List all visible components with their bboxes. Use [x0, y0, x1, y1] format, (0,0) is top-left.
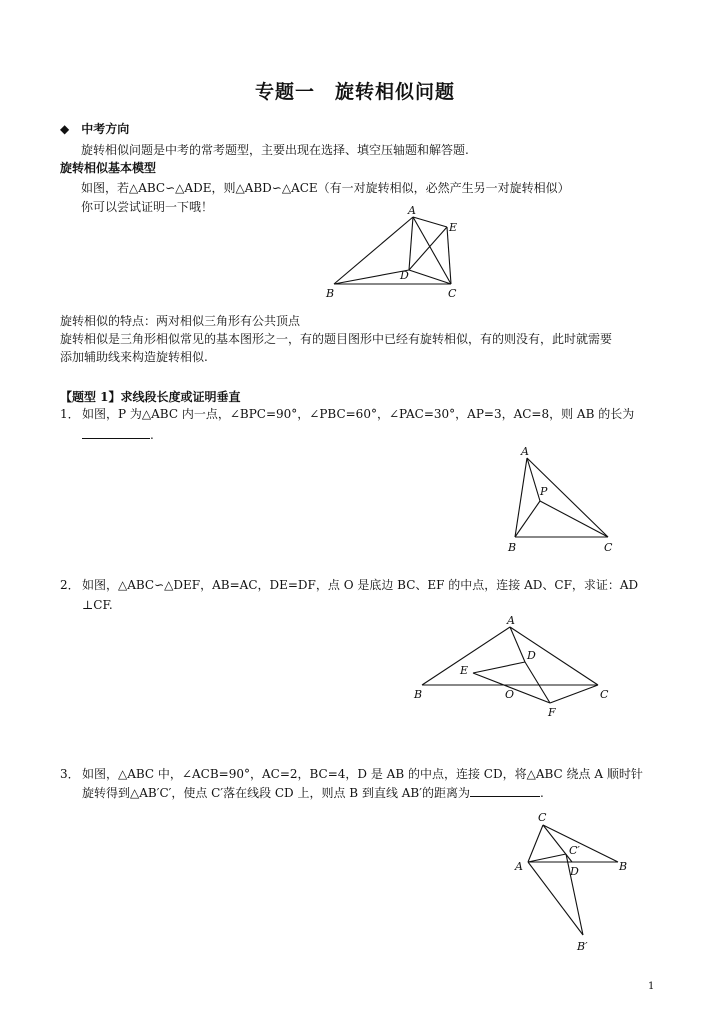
label-a: A [408, 204, 416, 217]
problem-3-line-1: 如图，△ABC 中，∠ACB=90°，AC=2，BC=4，D 是 AB 的中点，连接 CD，将△ABC 绕点 A 顺时针 [82, 767, 643, 781]
label-d: D [570, 865, 579, 878]
problem-2-line-2: ⊥CF. [82, 598, 113, 612]
problem-3-figure [508, 806, 628, 956]
problem-3-number: 3． [60, 767, 80, 781]
label-d: D [527, 649, 536, 662]
segment-ab [515, 458, 527, 537]
model-text-line-2: 你可以尝试证明一下哦！ [81, 200, 214, 214]
label-c: C [448, 287, 457, 300]
label-b: B [508, 541, 517, 554]
label-e: E [449, 221, 458, 234]
section-heading: ◆ 中考方向 [60, 122, 130, 136]
label-c: C [604, 541, 613, 554]
model-text-line-1: 如图，若△ABC∽△ADE，则△ABD∽△ACE（有一对旋转相似，必然产生另一对旋转相似） [81, 181, 570, 195]
model-figure [322, 204, 464, 302]
problem-3-line-2-text: 旋转得到△AB′C′，使点 C′落在线段 CD 上，则点 B 到直线 AB′的距离为 [82, 786, 470, 800]
type-heading: 【题型 1】求线段长度或证明垂直 [60, 390, 241, 404]
features-text-line-1: 旋转相似的特点：两对相似三角形有公共顶点 [60, 314, 301, 328]
period: . [150, 428, 154, 442]
features-text-line-2: 旋转相似是三角形相似常见的基本图形之一，有的题目图形中已经有旋转相似，有的则没有，此时就需要 [60, 332, 613, 346]
features-text-line-3: 添加辅助线来构造旋转相似. [60, 350, 208, 364]
segment-ac-prime [528, 854, 566, 862]
segment-ad [409, 217, 413, 270]
answer-blank[interactable] [82, 427, 150, 439]
label-a: A [521, 445, 529, 458]
segment-cd [543, 825, 572, 862]
answer-blank[interactable] [470, 785, 540, 797]
label-b: B [326, 287, 335, 300]
label-o: O [505, 688, 515, 701]
label-a: A [515, 860, 523, 873]
page-number: 1 [648, 981, 655, 992]
problem-1-figure [500, 444, 624, 556]
problem-2-number: 2． [60, 578, 80, 592]
label-b-prime: B′ [577, 940, 588, 953]
label-b: B [414, 688, 423, 701]
segment-ec [447, 227, 451, 284]
intro-text: 旋转相似问题是中考的常考题型，主要出现在选择、填空压轴题和解答题. [81, 143, 469, 157]
problem-1-number: 1． [60, 407, 80, 421]
segment-de [473, 662, 525, 673]
segment-bp [515, 501, 540, 537]
segment-de [409, 227, 447, 270]
problem-1-line-1: 如图，P 为△ABC 内一点，∠BPC=90°，∠PBC=60°，∠PAC=30°，AP=3，AC=8，则 AB 的长为 [82, 407, 635, 421]
problem-2-figure [410, 614, 624, 718]
segment-cp [540, 501, 608, 537]
segment-cf [550, 685, 598, 703]
segment-df [525, 662, 550, 703]
label-p: P [540, 485, 548, 498]
segment-ac [510, 627, 598, 685]
label-c: C [538, 811, 547, 824]
segment-bd [334, 270, 409, 284]
label-e: E [460, 664, 469, 677]
label-c: C [600, 688, 609, 701]
label-c-prime: C′ [569, 844, 580, 857]
model-heading: 旋转相似基本模型 [60, 161, 157, 175]
page-title: 专题一 旋转相似问题 [255, 81, 456, 103]
problem-1-line-2 [82, 427, 154, 443]
label-a: A [507, 614, 515, 627]
label-f: F [548, 706, 556, 719]
period: . [539, 786, 544, 800]
problem-2-line-1: 如图，△ABC∽△DEF，AB=AC，DE=DF，点 O 是底边 BC、EF 的中点，连接 AD、CF，求证：AD [82, 578, 639, 592]
label-d: D [400, 269, 409, 282]
label-b: B [619, 860, 628, 873]
problem-3-line-2 [82, 785, 544, 801]
segment-ac [528, 825, 543, 862]
